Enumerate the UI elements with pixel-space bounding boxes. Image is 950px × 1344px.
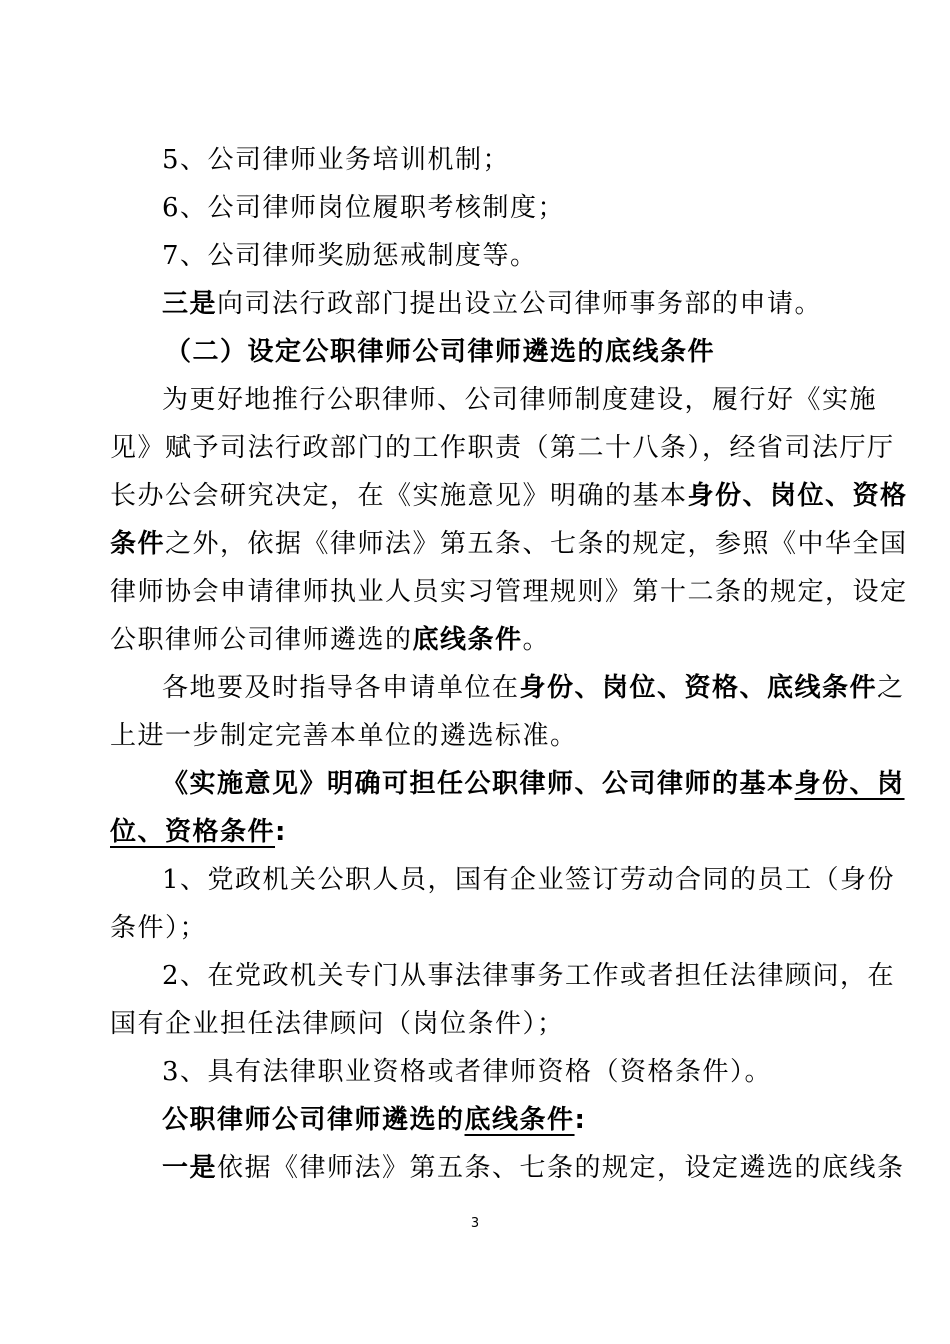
paragraph-text: 。 xyxy=(522,625,551,655)
point-one xyxy=(162,1151,905,1185)
condition-item: 2、在党政机关专门从事法律事务工作或者担任法律顾问，在 xyxy=(162,961,896,991)
list-item-7: 7、公司律师奖励惩戒制度等。 xyxy=(162,241,538,271)
list-item-5: 5、公司律师业务培训机制； xyxy=(162,145,511,175)
page-number: 3 xyxy=(470,1216,480,1231)
emphasis-text: 条件 xyxy=(110,529,166,559)
emphasis-text: 身份、岗位、资格 xyxy=(687,481,908,511)
point-one-lead: 一是 xyxy=(162,1153,218,1183)
emphasis-text: 底线条件 xyxy=(412,625,523,655)
paragraph-line xyxy=(162,671,905,705)
condition-item: 1、党政机关公职人员，国有企业签订劳动合同的员工（身份 xyxy=(162,865,896,895)
underlined-text: 身份、岗 xyxy=(794,769,905,799)
heading-text: 《实施意见》明确可担任公职律师、公司律师的基本 xyxy=(162,769,795,799)
point-three xyxy=(162,287,845,321)
emphasis-text: 身份、岗位、资格、底线条件 xyxy=(519,673,878,703)
paragraph-line xyxy=(110,479,908,513)
baseline-conditions-heading xyxy=(162,1103,845,1137)
list-item-6: 6、公司律师岗位履职考核制度； xyxy=(162,193,566,223)
heading-text: 公职律师公司律师遴选的 xyxy=(162,1105,465,1135)
point-three-lead: 三是 xyxy=(162,289,218,319)
condition-item: 3、具有法律职业资格或者律师资格（资格条件）。 xyxy=(162,1057,773,1087)
point-one-text: 依据《律师法》第五条、七条的规定，设定遴选的底线条 xyxy=(217,1153,905,1183)
paragraph-text: 公职律师公司律师遴选的 xyxy=(110,625,413,655)
paragraph-line xyxy=(110,623,845,657)
basic-conditions-heading-cont xyxy=(110,815,845,849)
paragraph-line: 上进一步制定完善本单位的遴选标准。 xyxy=(110,721,578,751)
paragraph-line: 见》赋予司法行政部门的工作职责（第二十八条），经省司法厅厅 xyxy=(110,433,895,463)
paragraph-line: 为更好地推行公职律师、公司律师制度建设，履行好《实施 xyxy=(162,385,878,415)
condition-item: 条件）； xyxy=(110,913,208,943)
point-three-text: 向司法行政部门提出设立公司律师事务部的申请。 xyxy=(217,289,823,319)
condition-item: 国有企业担任法律顾问（岗位条件）； xyxy=(110,1009,565,1039)
paragraph-text: 之外，依据《律师法》第五条、七条的规定，参照《中华全国 xyxy=(165,529,908,559)
heading-text: : xyxy=(275,817,287,847)
paragraph-text: 之 xyxy=(877,673,905,703)
underlined-text: 底线条件 xyxy=(464,1105,575,1135)
heading-text: : xyxy=(574,1105,587,1135)
paragraph-text: 各地要及时指导各申请单位在 xyxy=(162,673,520,703)
paragraph-line: 律师协会申请律师执业人员实习管理规则》第十二条的规定，设定 xyxy=(110,577,908,607)
section-heading: （二）设定公职律师公司律师遴选的底线条件 xyxy=(165,337,716,367)
basic-conditions-heading xyxy=(162,767,905,801)
underlined-text: 位、资格条件 xyxy=(110,817,276,847)
paragraph-line xyxy=(110,527,908,561)
paragraph-text: 长办公会研究决定，在《实施意见》明确的基本 xyxy=(110,481,688,511)
